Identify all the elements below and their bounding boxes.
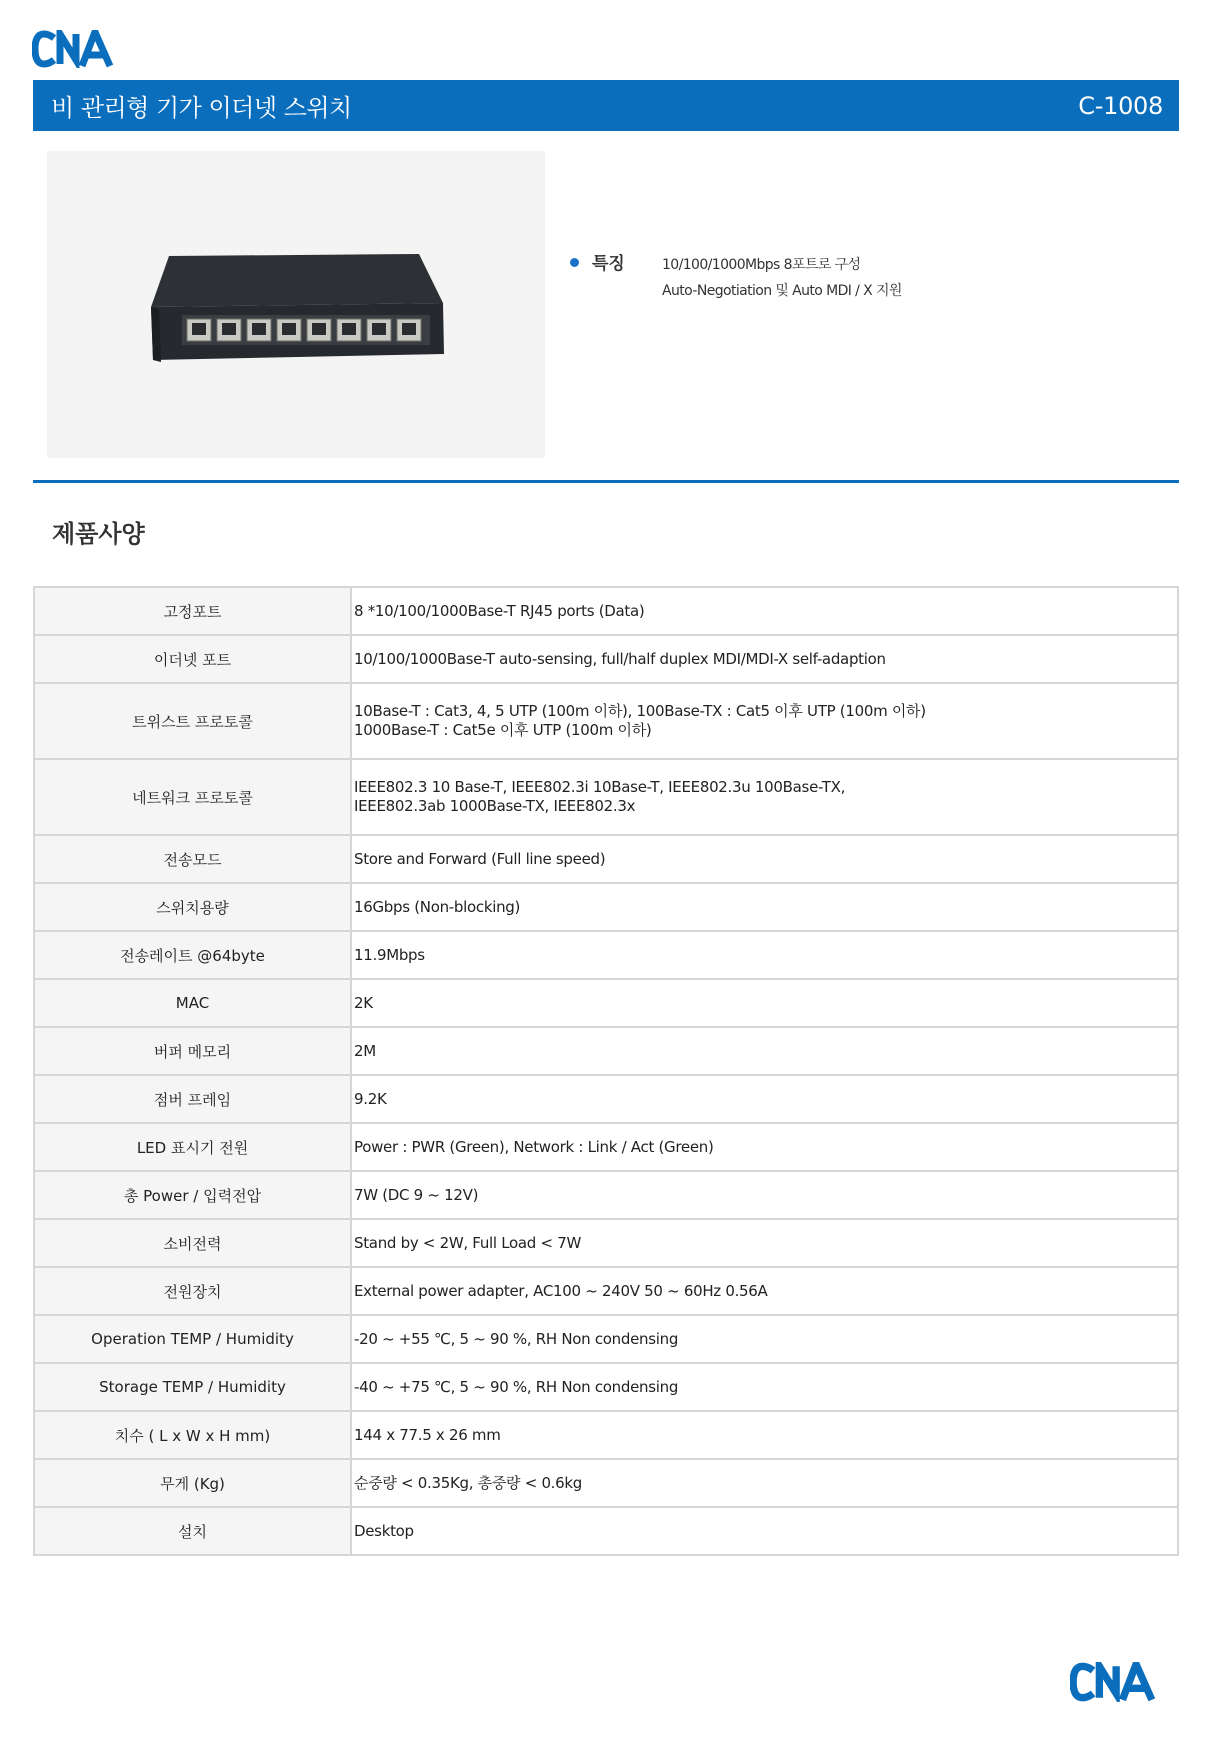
spec-value: 8 *10/100/1000Base-T RJ45 ports (Data) [351, 587, 1178, 635]
spec-key: Storage TEMP / Humidity [34, 1363, 351, 1411]
spec-value: -40 ~ +75 ℃, 5 ~ 90 %, RH Non condensing [351, 1363, 1178, 1411]
spec-key: 스위치용량 [34, 883, 351, 931]
brand-logo-bottom [1070, 1662, 1156, 1702]
table-row [34, 1315, 1178, 1363]
features-label: 특징 [592, 254, 625, 274]
brand-logo-top [32, 30, 114, 68]
table-row [34, 587, 1178, 635]
table-row [34, 1171, 1178, 1219]
spec-key: 소비전력 [34, 1219, 351, 1267]
spec-value: Stand by < 2W, Full Load < 7W [351, 1219, 1178, 1267]
spec-value: 10Base-T : Cat3, 4, 5 UTP (100m 이하), 100Base-TX : Cat5 이후 UTP (100m 이하) 1000Base-T : Cat5e 이후 UTP (100m 이하) [351, 683, 1178, 759]
table-row [34, 1219, 1178, 1267]
table-row [34, 759, 1178, 835]
spec-key: 버퍼 메모리 [34, 1027, 351, 1075]
table-row [34, 1507, 1178, 1555]
spec-value: 11.9Mbps [351, 931, 1178, 979]
spec-value: 144 x 77.5 x 26 mm [351, 1411, 1178, 1459]
spec-key: MAC [34, 979, 351, 1027]
spec-key: 총 Power / 입력전압 [34, 1171, 351, 1219]
feature-item: Auto-Negotiation 및 Auto MDI / X 지원 [662, 283, 902, 299]
table-row [34, 1363, 1178, 1411]
spec-value: IEEE802.3 10 Base-T, IEEE802.3i 10Base-T, IEEE802.3u 100Base-TX, IEEE802.3ab 1000Base-TX, IEEE802.3x [351, 759, 1178, 835]
feature-item: 10/100/1000Mbps 8포트로 구성 [662, 257, 861, 273]
spec-key: 전송모드 [34, 835, 351, 883]
spec-value: 7W (DC 9 ~ 12V) [351, 1171, 1178, 1219]
spec-key: 무게 (Kg) [34, 1459, 351, 1507]
spec-key: 트위스트 프로토콜 [34, 683, 351, 759]
spec-key: 이더넷 포트 [34, 635, 351, 683]
spec-value: Power : PWR (Green), Network : Link / Act (Green) [351, 1123, 1178, 1171]
table-row [34, 1411, 1178, 1459]
spec-key: 치수 ( L x W x H mm) [34, 1411, 351, 1459]
table-row [34, 835, 1178, 883]
table-row [34, 1459, 1178, 1507]
section-title: 제품사양 [52, 520, 145, 548]
page-title: 비 관리형 기가 이더넷 스위치 [51, 94, 352, 122]
spec-value: Desktop [351, 1507, 1178, 1555]
table-row [34, 1027, 1178, 1075]
spec-value: 2K [351, 979, 1178, 1027]
spec-key: Operation TEMP / Humidity [34, 1315, 351, 1363]
table-row [34, 635, 1178, 683]
product-image [47, 151, 545, 458]
spec-key: 네트워크 프로토콜 [34, 759, 351, 835]
spec-key: 점버 프레임 [34, 1075, 351, 1123]
spec-value: Store and Forward (Full line speed) [351, 835, 1178, 883]
spec-value: 9.2K [351, 1075, 1178, 1123]
table-row [34, 1075, 1178, 1123]
table-row [34, 683, 1178, 759]
spec-value: 순중량 < 0.35Kg, 총중량 < 0.6kg [351, 1459, 1178, 1507]
spec-key: 전원장치 [34, 1267, 351, 1315]
table-row [34, 931, 1178, 979]
spec-value: External power adapter, AC100 ~ 240V 50 ~ 60Hz 0.56A [351, 1267, 1178, 1315]
table-row [34, 1267, 1178, 1315]
spec-value: 2M [351, 1027, 1178, 1075]
section-divider [33, 480, 1179, 483]
title-bar [33, 80, 1179, 131]
features-list [662, 252, 1062, 304]
spec-key: LED 표시기 전원 [34, 1123, 351, 1171]
table-row [34, 883, 1178, 931]
spec-key: 고정포트 [34, 587, 351, 635]
spec-key: 전송레이트 @64byte [34, 931, 351, 979]
bullet-icon [570, 258, 579, 267]
model-number: C-1008 [1078, 91, 1163, 120]
spec-key: 설치 [34, 1507, 351, 1555]
spec-value: 10/100/1000Base-T auto-sensing, full/half duplex MDI/MDI-X self-adaption [351, 635, 1178, 683]
spec-value: 16Gbps (Non-blocking) [351, 883, 1178, 931]
table-row [34, 1123, 1178, 1171]
spec-table [33, 586, 1179, 1556]
spec-value: -20 ~ +55 ℃, 5 ~ 90 %, RH Non condensing [351, 1315, 1178, 1363]
table-row [34, 979, 1178, 1027]
